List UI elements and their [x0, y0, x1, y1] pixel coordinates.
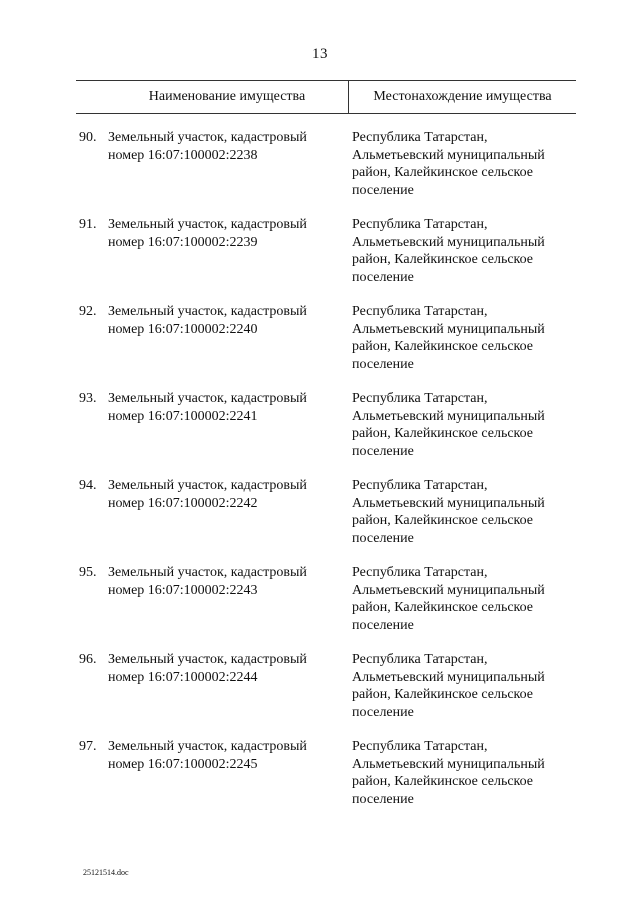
location-line: поселение — [352, 269, 414, 285]
property-location — [352, 738, 576, 808]
location-line: район, Калейкинское сельское — [352, 687, 534, 702]
location-line: Альметьевский муниципальный — [352, 582, 545, 598]
property-location — [352, 129, 576, 199]
location-line: Республика Татарстан, — [352, 565, 488, 580]
property-list — [76, 129, 576, 825]
location-line: поселение — [352, 617, 414, 633]
property-name-line: Земельный участок, кадастровый — [108, 304, 307, 319]
property-name — [108, 303, 348, 338]
cadastral-number: номер 16:07:100002:2242 — [108, 495, 258, 511]
cadastral-number: номер 16:07:100002:2245 — [108, 756, 258, 772]
location-line: район, Калейкинское сельское — [352, 339, 534, 354]
property-name-line: Земельный участок, кадастровый — [108, 217, 307, 232]
row-number: 90. — [79, 130, 97, 145]
property-location — [352, 651, 576, 721]
property-location — [352, 477, 576, 547]
property-name — [108, 564, 348, 599]
cadastral-number: номер 16:07:100002:2241 — [108, 408, 258, 424]
property-name — [108, 738, 348, 773]
table-row — [76, 390, 576, 477]
location-line: Республика Татарстан, — [352, 391, 488, 406]
location-line: район, Калейкинское сельское — [352, 513, 534, 528]
document-filename: 25121514.doc — [83, 868, 129, 877]
property-name — [108, 216, 348, 251]
property-name — [108, 129, 348, 164]
table-row — [76, 129, 576, 216]
table-header — [76, 80, 576, 114]
location-line: Альметьевский муниципальный — [352, 321, 545, 337]
cadastral-number: номер 16:07:100002:2239 — [108, 234, 258, 250]
property-name-line: Земельный участок, кадастровый — [108, 739, 307, 754]
table-row — [76, 216, 576, 303]
location-line: Республика Татарстан, — [352, 478, 488, 493]
location-line: Республика Татарстан, — [352, 652, 488, 667]
row-number: 91. — [79, 217, 97, 232]
property-location — [352, 216, 576, 286]
location-line: Альметьевский муниципальный — [352, 669, 545, 685]
row-number: 95. — [79, 565, 97, 580]
page-number: 13 — [312, 46, 328, 62]
location-line: Альметьевский муниципальный — [352, 147, 545, 163]
cadastral-number: номер 16:07:100002:2244 — [108, 669, 258, 685]
column-header-location: Местонахождение имущества — [373, 89, 552, 104]
property-name-line: Земельный участок, кадастровый — [108, 478, 307, 493]
location-line: район, Калейкинское сельское — [352, 426, 534, 441]
cadastral-number: номер 16:07:100002:2240 — [108, 321, 258, 337]
row-number: 96. — [79, 652, 97, 667]
location-line: поселение — [352, 530, 414, 546]
column-header-name: Наименование имущества — [148, 89, 306, 104]
property-location — [352, 303, 576, 373]
row-number: 93. — [79, 391, 97, 406]
location-line: Республика Татарстан, — [352, 130, 488, 145]
property-name — [108, 477, 348, 512]
location-line: Республика Татарстан, — [352, 739, 488, 754]
property-location — [352, 564, 576, 634]
location-line: район, Калейкинское сельское — [352, 774, 534, 789]
row-number: 92. — [79, 304, 97, 319]
table-row — [76, 564, 576, 651]
property-name-line: Земельный участок, кадастровый — [108, 652, 307, 667]
table-row — [76, 303, 576, 390]
location-line: район, Калейкинское сельское — [352, 600, 534, 615]
property-name-line: Земельный участок, кадастровый — [108, 391, 307, 406]
row-number: 97. — [79, 739, 97, 754]
location-line: район, Калейкинское сельское — [352, 165, 534, 180]
location-line: Альметьевский муниципальный — [352, 408, 545, 424]
location-line: поселение — [352, 182, 414, 198]
cadastral-number: номер 16:07:100002:2243 — [108, 582, 258, 598]
location-line: поселение — [352, 356, 414, 372]
location-line: поселение — [352, 704, 414, 720]
property-name — [108, 390, 348, 425]
location-line: Альметьевский муниципальный — [352, 495, 545, 511]
table-row — [76, 477, 576, 564]
cadastral-number: номер 16:07:100002:2238 — [108, 147, 258, 163]
table-row — [76, 738, 576, 825]
location-line: Республика Татарстан, — [352, 217, 488, 232]
location-line: поселение — [352, 791, 414, 807]
table-row — [76, 651, 576, 738]
property-name-line: Земельный участок, кадастровый — [108, 565, 307, 580]
property-name-line: Земельный участок, кадастровый — [108, 130, 307, 145]
location-line: Альметьевский муниципальный — [352, 756, 545, 772]
property-name — [108, 651, 348, 686]
location-line: поселение — [352, 443, 414, 459]
location-line: район, Калейкинское сельское — [352, 252, 534, 267]
property-location — [352, 390, 576, 460]
location-line: Альметьевский муниципальный — [352, 234, 545, 250]
row-number: 94. — [79, 478, 97, 493]
location-line: Республика Татарстан, — [352, 304, 488, 319]
